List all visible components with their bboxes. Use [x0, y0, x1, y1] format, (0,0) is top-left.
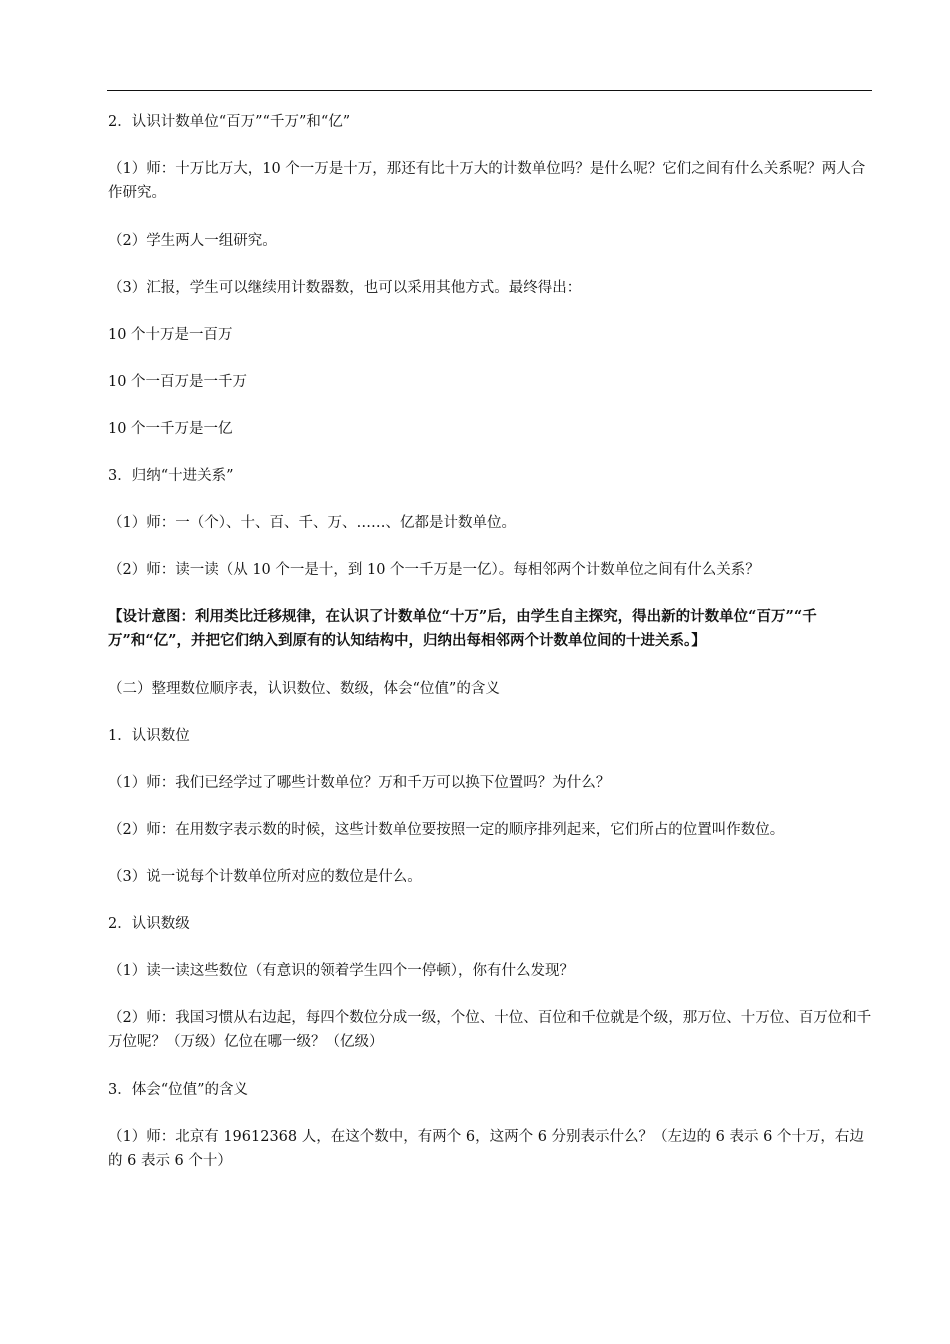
design-intent-note: 【设计意图：利用类比迁移规律，在认识了计数单位“十万”后，由学生自主探究，得出新的计数单位“百万”“千万”和“亿”，并把它们纳入到原有的认知结构中，归纳出每相邻两个计数单位间的十进关系。】 — [108, 608, 817, 649]
paragraph: 10 个一百万是一千万 — [108, 374, 248, 390]
section-heading: 1．认识数位 — [108, 728, 190, 744]
paragraph: （1）读一读这些数位（有意识的领着学生四个一停顿），你有什么发现？ — [108, 963, 574, 979]
document-body — [108, 110, 872, 1197]
paragraph: （1）师：一（个）、十、百、千、万、……、亿都是计数单位。 — [108, 515, 516, 531]
paragraph: （2）学生两人一组研究。 — [108, 233, 277, 249]
paragraph: （3）汇报，学生可以继续用计数器数，也可以采用其他方式。最终得出： — [108, 280, 582, 296]
paragraph: （1）师：我们已经学过了哪些计数单位？万和千万可以换下位置吗？为什么？ — [108, 775, 611, 791]
paragraph: （2）师：我国习惯从右边起，每四个数位分成一级，个位、十位、百位和千位就是个级，那万位、十万位、百万位和千万位呢？（万级）亿位在哪一级？（亿级） — [108, 1010, 872, 1050]
paragraph: 10 个一千万是一亿 — [108, 421, 233, 437]
paragraph: （1）师：北京有 19612368 人，在这个数中，有两个 6，这两个 6 分别表示什么？（左边的 6 表示 6 个十万，右边的 6 表示 6 个十） — [108, 1129, 864, 1169]
section-heading: 3．归纳“十进关系” — [108, 468, 234, 484]
paragraph: （3）说一说每个计数单位所对应的数位是什么。 — [108, 869, 422, 885]
section-heading: 2．认识数级 — [108, 916, 190, 932]
section-heading: 2．认识计数单位“百万”“千万”和“亿” — [108, 114, 351, 130]
paragraph: 10 个十万是一百万 — [108, 327, 233, 343]
section-heading: （二）整理数位顺序表，认识数位、数级，体会“位值”的含义 — [108, 681, 500, 697]
paragraph: （2）师：在用数字表示数的时候，这些计数单位要按照一定的顺序排列起来，它们所占的位置叫作数位。 — [108, 822, 785, 838]
header-rule — [107, 90, 872, 91]
paragraph: （2）师：读一读（从 10 个一是十，到 10 个一千万是一亿）。每相邻两个计数单位之间有什么关系？ — [108, 562, 760, 578]
section-heading: 3．体会“位值”的含义 — [108, 1082, 249, 1098]
paragraph: （1）师：十万比万大，10 个一万是十万，那还有比十万大的计数单位吗？是什么呢？它们之间有什么关系呢？两人合作研究。 — [108, 161, 866, 201]
